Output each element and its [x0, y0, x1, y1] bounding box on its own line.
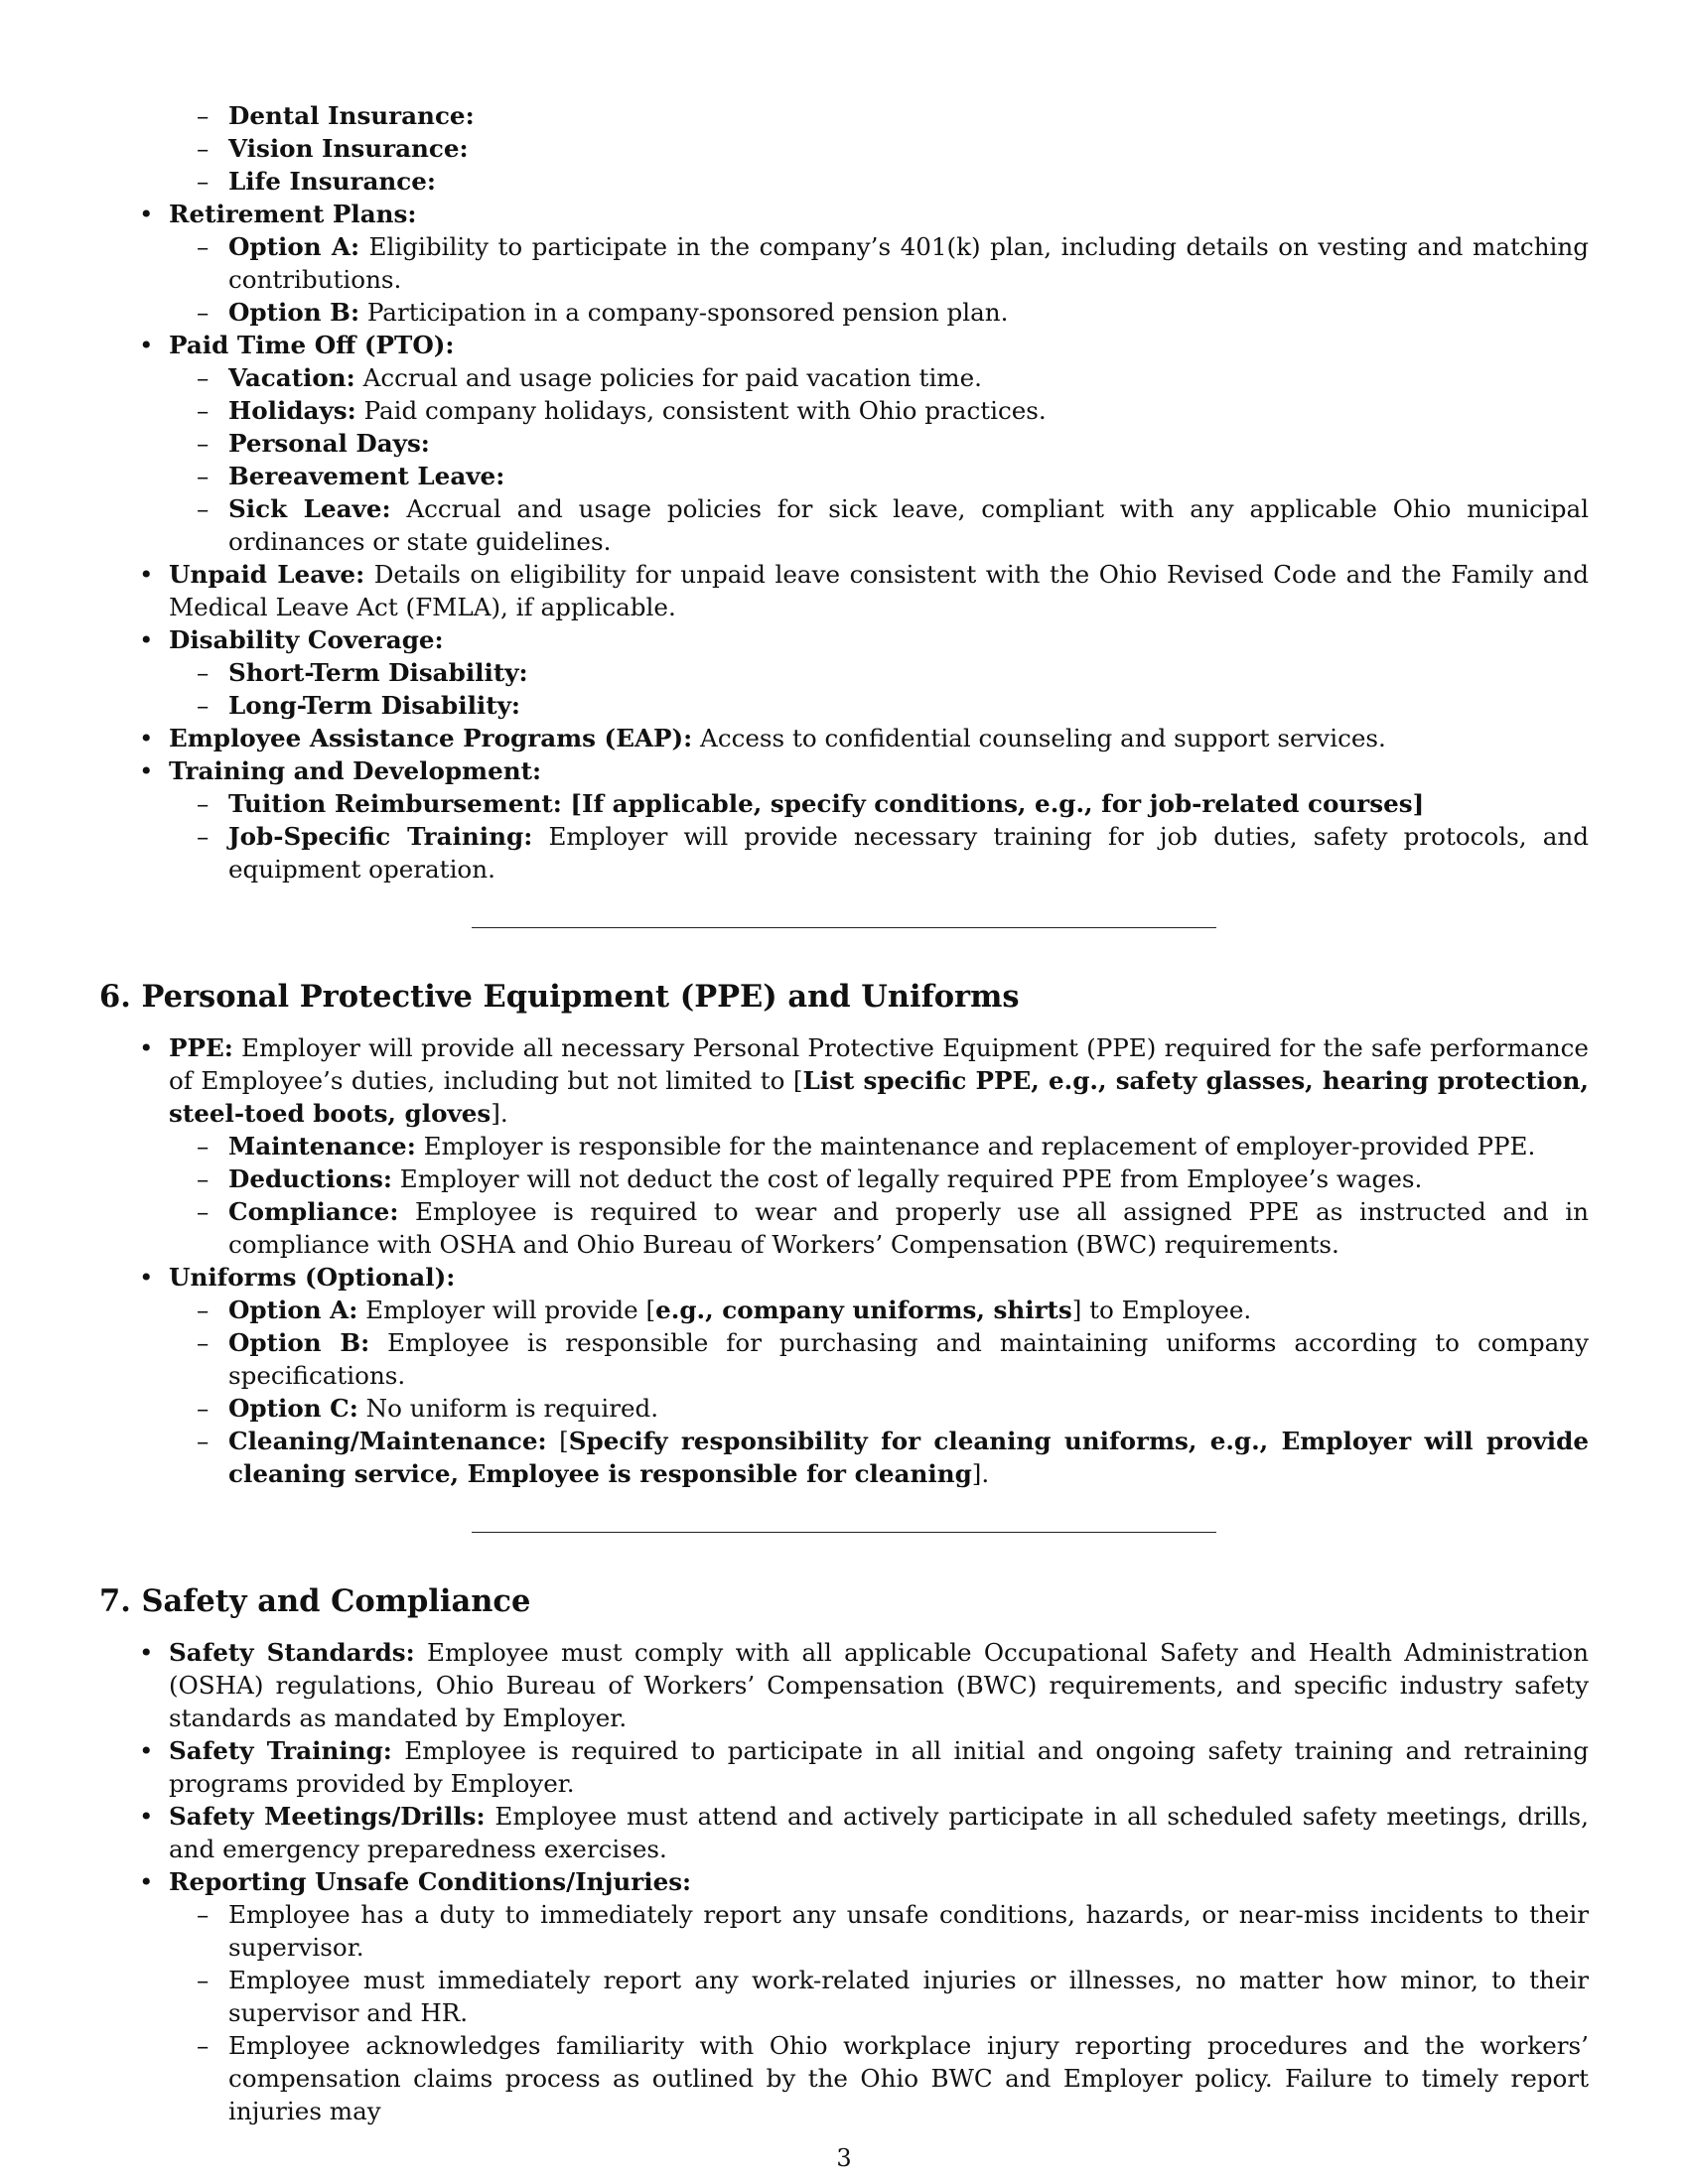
item-text-end: ] to Employee. [1071, 1296, 1252, 1324]
list-item [99, 165, 1589, 198]
dash-marker: – [197, 1966, 210, 1994]
dash-marker: – [197, 494, 210, 523]
dash-marker: – [197, 658, 210, 687]
dash-marker: – [197, 232, 210, 261]
list-item [99, 689, 1589, 722]
item-label: Compliance: [228, 1197, 399, 1226]
list-item [99, 1865, 1589, 1898]
list-item [99, 296, 1589, 329]
section-7 [99, 1582, 1589, 2127]
item-label: Safety Meetings/Drills: [169, 1802, 486, 1831]
item-text: Participation in a company-sponsored pension plan. [359, 298, 1009, 327]
item-label: Sick Leave: [228, 494, 391, 523]
item-text: Eligibility to participate in the company’s 401(k) plan, including details on vesting and matching contributions. [228, 232, 1589, 294]
item-label: Vision Insurance: [228, 134, 469, 163]
item-label: Unpaid Leave: [169, 560, 365, 589]
list-item [99, 787, 1589, 820]
item-text: Employee is required to participate in all initial and ongoing safety training and retraining programs provided by Employer. [169, 1736, 1589, 1798]
list-item [99, 1636, 1589, 1734]
bullet-marker: • [139, 1638, 154, 1667]
item-text: Employer will provide necessary training for job duties, safety protocols, and equipment operation. [228, 822, 1589, 884]
list-item [99, 754, 1589, 787]
section-title: 6. Personal Protective Equipment (PPE) and Uniforms [99, 979, 1020, 1015]
placeholder-text: e.g., company uniforms, shirts [655, 1296, 1072, 1324]
bullet-marker: • [139, 200, 154, 228]
list-item [99, 1031, 1589, 1130]
item-label: Safety Standards: [169, 1638, 415, 1667]
dash-marker: – [197, 363, 210, 392]
item-label: Bereavement Leave: [228, 462, 505, 490]
list-item [99, 1964, 1589, 2029]
page-number: 3 [836, 2144, 852, 2172]
dash-marker: – [197, 298, 210, 327]
item-label: PPE: [169, 1033, 233, 1062]
list-item [99, 492, 1589, 558]
list-item [99, 198, 1589, 230]
list-item [99, 394, 1589, 427]
dash-marker: – [197, 1164, 210, 1193]
item-label: Personal Days: [228, 429, 430, 458]
dash-marker: – [197, 429, 210, 458]
item-label: Option B: [228, 298, 360, 327]
list-item [99, 1130, 1589, 1162]
list-item [99, 361, 1589, 394]
item-label: Dental Insurance: [228, 101, 475, 130]
item-label: Option C: [228, 1394, 358, 1423]
item-text: [ [546, 1427, 569, 1455]
item-text: Employer will provide [ [357, 1296, 656, 1324]
list-item [99, 427, 1589, 460]
dash-marker: – [197, 1328, 210, 1357]
item-label: Employee Assistance Programs (EAP): [169, 724, 693, 752]
bullet-marker: • [139, 1263, 154, 1292]
bullet-marker: • [139, 756, 154, 785]
list-item [99, 132, 1589, 165]
list-item [99, 1326, 1589, 1392]
dash-marker: – [197, 789, 210, 818]
item-text: Employee acknowledges familiarity with Ohio workplace injury reporting procedures and the workers’ compensation claims process as outlined by the Ohio BWC and Employer policy. Failure to timely report injuries may [228, 2031, 1589, 2125]
list-item [99, 1392, 1589, 1425]
dash-marker: – [197, 691, 210, 720]
dash-marker: – [197, 1132, 210, 1160]
item-text: Employee must immediately report any work-related injuries or illnesses, no matter how minor, to their supervisor and HR. [228, 1966, 1589, 2027]
list-item [99, 1162, 1589, 1195]
bullet-marker: • [139, 724, 154, 752]
item-text-end: ]. [491, 1099, 508, 1128]
item-label: Option A: [228, 232, 360, 261]
item-label: Training and Development: [169, 756, 542, 785]
dash-marker: – [197, 134, 210, 163]
dash-marker: – [197, 1427, 210, 1455]
list-item [99, 1800, 1589, 1865]
list-item [99, 230, 1589, 296]
item-label: Tuition Reimbursement: [If applicable, specify conditions, e.g., for job-related courses] [228, 789, 1425, 818]
document-page [99, 99, 1589, 2127]
placeholder-text: Specify responsibility for cleaning uniforms, e.g., Employer will provide cleaning service, Employee is responsible for cleaning [228, 1427, 1589, 1488]
dash-marker: – [197, 822, 210, 851]
bullet-marker: • [139, 625, 154, 654]
item-label: Job-Specific Training: [228, 822, 533, 851]
bullet-marker: • [139, 560, 154, 589]
list-item [99, 1898, 1589, 1964]
item-label: Deductions: [228, 1164, 392, 1193]
dash-marker: – [197, 462, 210, 490]
dash-marker: – [197, 1296, 210, 1324]
section-divider [472, 927, 1216, 928]
list-item [99, 1261, 1589, 1294]
list-item [99, 558, 1589, 623]
item-text: Employee has a duty to immediately report any unsafe conditions, hazards, or near-miss incidents to their supervisor. [228, 1900, 1589, 1962]
list-item [99, 656, 1589, 689]
dash-marker: – [197, 1900, 210, 1929]
item-text: Employee is responsible for purchasing and maintaining uniforms according to company specifications. [228, 1328, 1589, 1390]
bullet-marker: • [139, 1802, 154, 1831]
list-item [99, 623, 1589, 656]
item-label: Holidays: [228, 396, 356, 425]
item-label: Short-Term Disability: [228, 658, 528, 687]
item-text: Access to confidential counseling and support services. [692, 724, 1386, 752]
bullet-marker: • [139, 1736, 154, 1765]
dash-marker: – [197, 1394, 210, 1423]
item-label: Long-Term Disability: [228, 691, 520, 720]
item-text: Employer will not deduct the cost of legally required PPE from Employee’s wages. [391, 1164, 1423, 1193]
item-label: Disability Coverage: [169, 625, 444, 654]
placeholder-text: List specific PPE, e.g., safety glasses, hearing protection, steel-toed boots, gloves [169, 1066, 1589, 1128]
item-text: No uniform is required. [357, 1394, 659, 1423]
dash-marker: – [197, 101, 210, 130]
item-label: Reporting Unsafe Conditions/Injuries: [169, 1867, 692, 1896]
item-label: Paid Time Off (PTO): [169, 331, 455, 359]
item-text: Employee must comply with all applicable Occupational Safety and Health Administration (OSHA) regulations, Ohio Bureau of Workers’ Compensation (BWC) requirements, and specific industry safety standards as mandated by Employer. [169, 1638, 1589, 1732]
list-item [99, 820, 1589, 886]
section-title: 7. Safety and Compliance [99, 1583, 531, 1619]
item-label: Option B: [228, 1328, 370, 1357]
benefits-list-continued [99, 99, 1589, 886]
bullet-marker: • [139, 1867, 154, 1896]
item-label: Life Insurance: [228, 167, 437, 196]
item-text: Details on eligibility for unpaid leave consistent with the Ohio Revised Code and the Family and Medical Leave Act (FMLA), if applicable. [169, 560, 1590, 621]
dash-marker: – [197, 167, 210, 196]
item-text: Employee is required to wear and properly use all assigned PPE as instructed and in compliance with OSHA and Ohio Bureau of Workers’ Compensation (BWC) requirements. [228, 1197, 1589, 1259]
item-label: Option A: [228, 1296, 358, 1324]
item-label: Uniforms (Optional): [169, 1263, 456, 1292]
list-item [99, 722, 1589, 754]
list-item [99, 1734, 1589, 1800]
list-item [99, 329, 1589, 361]
list-item [99, 1425, 1589, 1490]
list-item [99, 1195, 1589, 1261]
item-text: Employer is responsible for the maintenance and replacement of employer-provided PPE. [415, 1132, 1536, 1160]
item-text-end: ]. [971, 1459, 990, 1488]
item-text: Accrual and usage policies for sick leave, compliant with any applicable Ohio municipal ordinances or state guidelines. [228, 494, 1590, 556]
item-label: Safety Training: [169, 1736, 392, 1765]
list-item [99, 460, 1589, 492]
item-label: Maintenance: [228, 1132, 416, 1160]
dash-marker: – [197, 1197, 210, 1226]
bullet-marker: • [139, 1033, 154, 1062]
item-text: Accrual and usage policies for paid vacation time. [354, 363, 982, 392]
list-item [99, 99, 1589, 132]
item-text: Paid company holidays, consistent with Ohio practices. [355, 396, 1047, 425]
item-label: Retirement Plans: [169, 200, 417, 228]
item-text: Employee must attend and actively participate in all scheduled safety meetings, drills, and emergency preparedness exercises. [169, 1802, 1589, 1863]
list-item [99, 1294, 1589, 1326]
item-text: Employer will provide all necessary Personal Protective Equipment (PPE) required for the safe performance of Employee’s duties, including but not limited to [ [169, 1033, 1589, 1095]
section-6 [99, 978, 1589, 1490]
item-label: Vacation: [228, 363, 355, 392]
item-label: Cleaning/Maintenance: [228, 1427, 547, 1455]
section-divider [472, 1532, 1216, 1533]
dash-marker: – [197, 396, 210, 425]
list-item [99, 2029, 1589, 2127]
bullet-marker: • [139, 331, 154, 359]
dash-marker: – [197, 2031, 210, 2060]
